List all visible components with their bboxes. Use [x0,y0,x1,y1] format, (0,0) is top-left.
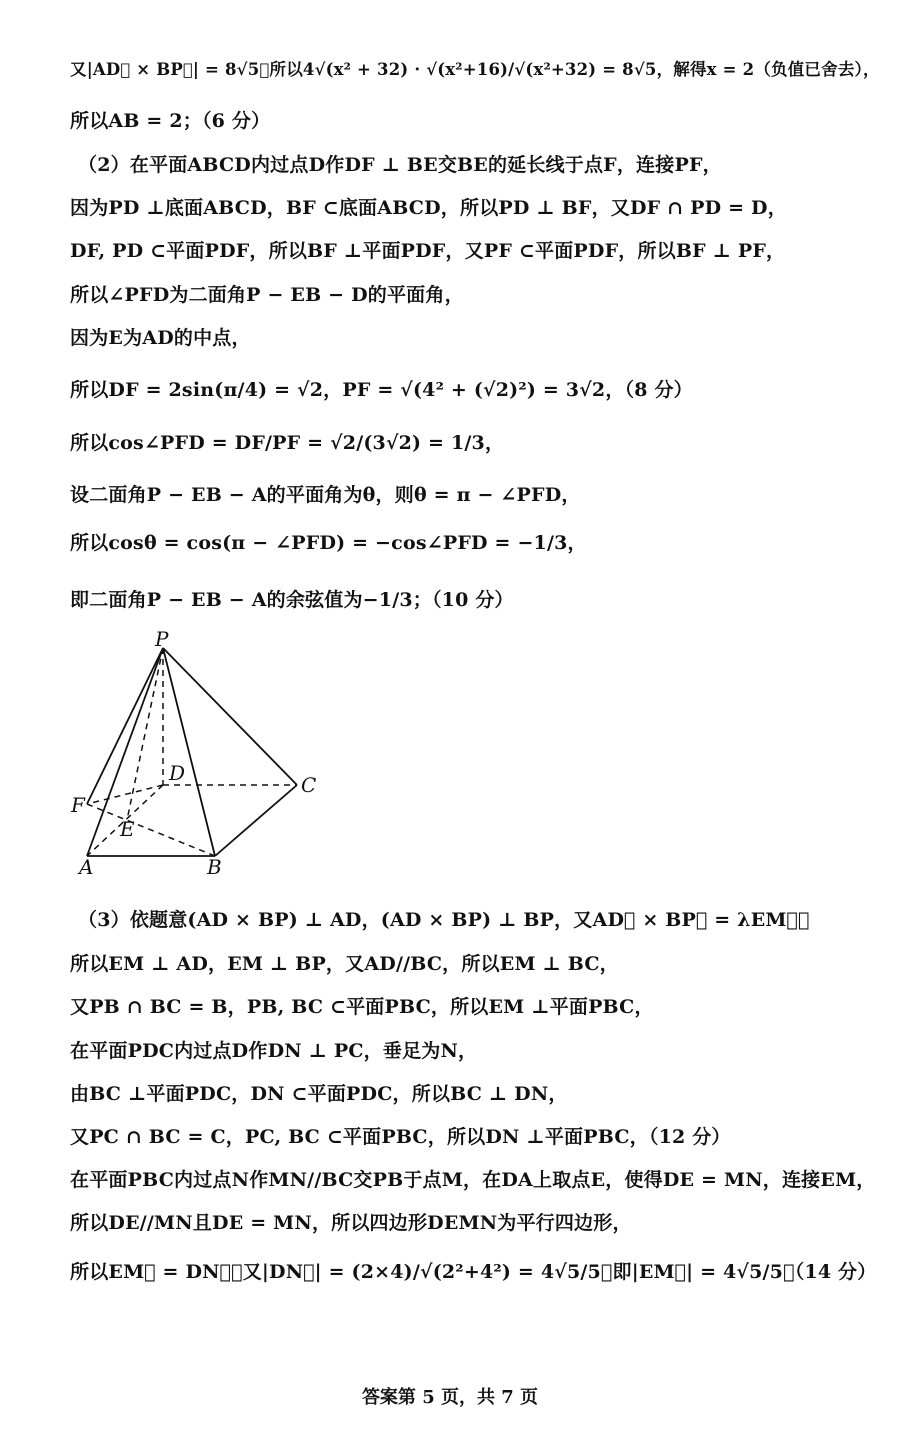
text-line-13: （3）依题意(AD × BP) ⊥ AD，(AD × BP) ⊥ BP，又AD⃗ × BP⃗ = λEM⃗， [78,909,810,931]
text-line-10: 设二面角P − EB − A的平面角为θ，则θ = π − ∠PFD， [70,484,581,506]
text-line-5: DF, PD ⊂平面PDF，所以BF ⊥平面PDF，又PF ⊂平面PDF，所以BF ⊥ PF， [70,240,786,262]
vertex-label-E: E [120,817,135,841]
text-line-21: 所以EM⃗ = DN⃗，又|DN⃗| = (2×4)/√(2²+4²) = 4√5/5，即|EM⃗| = 4√5/5，（14 分） [70,1261,877,1283]
text-line-8: 所以DF = 2sin(π/4) = √2，PF = √(4² + (√2)²) = 3√2，（8 分） [70,379,693,401]
page-footer: 答案第 5 页，共 7 页 [361,1387,539,1408]
text-line-20: 所以DE//MN且DE = MN，所以四边形DEMN为平行四边形， [70,1212,632,1234]
text-line-16: 在平面PDC内过点D作DN ⊥ PC，垂足为N， [70,1040,478,1062]
vertex-label-F: F [71,793,85,817]
edge-PB [163,648,215,856]
text-line-15: 又PB ∩ BC = B，PB, BC ⊂平面PBC，所以EM ⊥平面PBC， [70,996,654,1018]
text-line-11: 所以cosθ = cos(π − ∠PFD) = −cos∠PFD = −1/3， [70,532,587,554]
text-line-4: 因为PD ⊥底面ABCD，BF ⊂底面ABCD，所以PD ⊥ BF，又DF ∩ PD = D， [70,197,787,219]
text-line-3: （2）在平面ABCD内过点D作DF ⊥ BE交BE的延长线于点F，连接PF， [78,154,722,176]
vertex-label-A: A [79,855,94,879]
text-line-7: 因为E为AD的中点， [70,327,251,349]
vertex-label-P: P [155,630,169,651]
text-line-17: 由BC ⊥平面PDC，DN ⊂平面PDC，所以BC ⊥ DN， [70,1083,568,1105]
text-line-12: 即二面角P − EB − A的余弦值为−1/3；（10 分） [70,589,514,611]
vertex-label-D: D [169,761,186,785]
edge-BC [215,785,297,856]
text-line-14: 所以EM ⊥ AD，EM ⊥ BP，又AD//BC，所以EM ⊥ BC， [70,953,619,975]
text-line-1: 又|AD⃗ × BP⃗| = 8√5，所以4√(x² + 32) · √(x²+16)/√(x²+32) = 8√5，解得x = 2（负值已舍去）， [70,60,880,79]
text-line-19: 在平面PBC内过点N作MN//BC交PB于点M，在DA上取点E，使得DE = MN，连接EM， [70,1169,876,1191]
vertex-label-C: C [301,773,317,797]
edge-FB [87,804,215,856]
vertex-label-B: B [207,855,222,879]
pyramid-figure [65,630,345,880]
text-line-18: 又PC ∩ BC = C，PC, BC ⊂平面PBC，所以DN ⊥平面PBC，（12 分） [70,1126,731,1148]
text-line-6: 所以∠PFD为二面角P − EB − D的平面角， [70,284,464,306]
edge-DF [87,785,163,804]
text-line-9: 所以cos∠PFD = DF/PF = √2/(3√2) = 1/3， [70,432,505,454]
edge-PF [87,648,163,804]
text-line-2: 所以AB = 2；（6 分） [70,110,271,132]
